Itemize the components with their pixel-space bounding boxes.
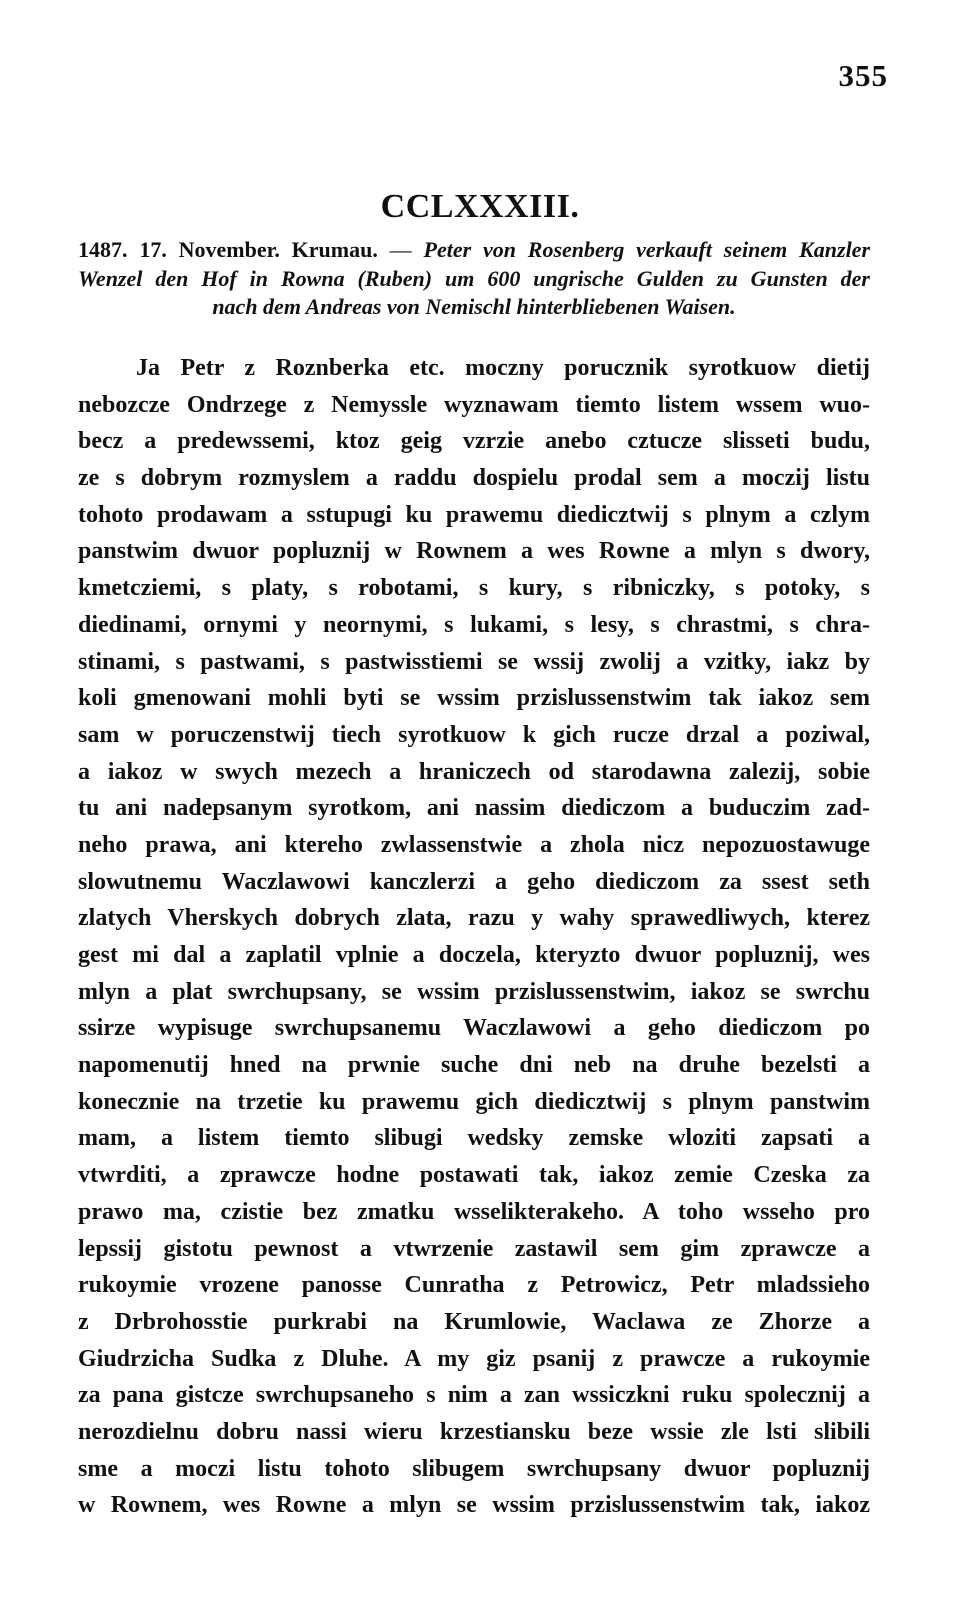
text-line: lepssij gistotu pewnost a vtwrzenie zastawil sem gim zprawcze a — [78, 1235, 870, 1262]
dateline: 1487. 17. November. Krumau. — [78, 237, 378, 262]
text-line: kmetcziemi, s platy, s robotami, s kury, s ribniczky, s potoky, s — [78, 575, 870, 602]
text-line: za pana gistcze swrchupsaneho s nim a zan wssiczkni ruku spolecznij a — [78, 1382, 870, 1409]
text-line: neho prawa, ani kterehο zwlassenstwie a zhola nicz nepozuostawuge — [78, 831, 870, 858]
text-line: koli gmenowani mohli byti se wssim przislussenstwim tak iakoz sem — [78, 685, 870, 712]
heading-dash: — — [377, 237, 424, 262]
document-number: CCLXXXIII. — [380, 188, 580, 225]
text-line: ssirze wypisuge swrchupsanemu Waczlawowi a geho diediczom po — [78, 1015, 870, 1042]
text-line: mlyn a plat swrchupsany, se wssim przislussenstwim, iakoz se swrchu — [78, 978, 870, 1005]
summary-line: Peter von Rosenberg verkauft seinem Kanzler — [423, 237, 871, 262]
text-line: tohoto prodawam a sstupugi ku prawemu diedicztwij s plnym a czlym — [78, 501, 870, 528]
text-line: konecznie na trzetie ku prawemu gich diedicztwij s plnym panstwim — [78, 1088, 870, 1115]
text-line: a iakoz w swych mezech a hraniczech od starodawna zalezij, sobie — [78, 758, 870, 785]
text-line: gest mi dal a zaplatil vplnie a doczela, kteryzto dwuor popluznij, wes — [78, 942, 870, 968]
text-line: slowutnemu Waczlawowi kanczlerzi a geho diediczom za ssest seth — [78, 868, 870, 895]
text-line: mam, a listem tiemto slibugi wedsky zemske wloziti zapsati a — [78, 1125, 870, 1152]
text-line: vtwrditi, a zprawcze hodne postawati tak, iakoz zemie Czeska za — [78, 1162, 870, 1189]
page-number: 355 — [838, 58, 888, 93]
text-line: sam w poruczenstwij tiech syrotkuow k gich rucze drzal a poziwal, — [78, 721, 870, 748]
text-line: Ja Petr z Roznberka etc. moczny porucznik syrotkuow dietij — [136, 355, 870, 381]
heading-line — [78, 236, 870, 265]
summary-line: Wenzel den Hof in Rowna (Ruben) um 600 ungrische Gulden zu Gunsten der — [78, 265, 870, 291]
document-heading — [78, 236, 870, 322]
text-line: prawo ma, czistie bez zmatku wsselikterakeho. A toho wsseho pro — [78, 1198, 870, 1225]
text-line: stinami, s pastwami, s pastwisstiemi se wssij zwolij a vzitky, iakz by — [78, 648, 870, 675]
text-line: Giudrzicha Sudka z Dluhe. A my giz psanij z prawcze a rukoymie — [78, 1345, 870, 1372]
text-line: nebozcze Ondrzege z Nemyssle wyznawam tiemto listem wssem wuo- — [78, 391, 870, 418]
text-line: becz a predewssemi, ktoz geig vzrzie anebo cztucze slisseti budu, — [78, 428, 870, 455]
text-line: nerozdielnu dobru nassi wieru krzestiansku beze wssie zle lsti slibili — [78, 1418, 870, 1445]
text-line: ze s dobrym rozmyslem a raddu dospielu prodal sem a moczij listu — [78, 465, 870, 492]
text-line: panstwim dwuor popluznij w Rownem a wes Rowne a mlyn s dwory, — [78, 538, 870, 565]
text-line: diedinami, ornymi y neornymi, s lukami, s lesy, s chrastmi, s chra- — [78, 611, 870, 638]
document-body — [78, 350, 870, 1524]
text-line: sme a moczi listu tohoto slibugem swrchupsany dwuor popluznij — [78, 1455, 870, 1482]
text-line: napomenutij hned na prwnie suche dni neb na druhe bezelsti a — [78, 1052, 870, 1079]
text-line: tu ani nadepsanym syrotkom, ani nassim diediczom a buduczim zad- — [78, 795, 870, 822]
text-line: z Drbrohosstie purkrabi na Krumlowie, Waclawa ze Zhorze a — [78, 1308, 870, 1335]
summary-line: nach dem Andreas von Nemischl hinterbliebenen Waisen. — [212, 294, 736, 319]
text-line: rukoymie vrozene panosse Cunratha z Petrowicz, Petr mladssieho — [78, 1272, 870, 1299]
text-line: zlatych Vherskych dobrych zlata, razu y wahy sprawedliwych, kterez — [78, 905, 870, 932]
text-line: w Rownem, wes Rowne a mlyn se wssim przislussenstwim tak, iakoz — [78, 1492, 870, 1519]
